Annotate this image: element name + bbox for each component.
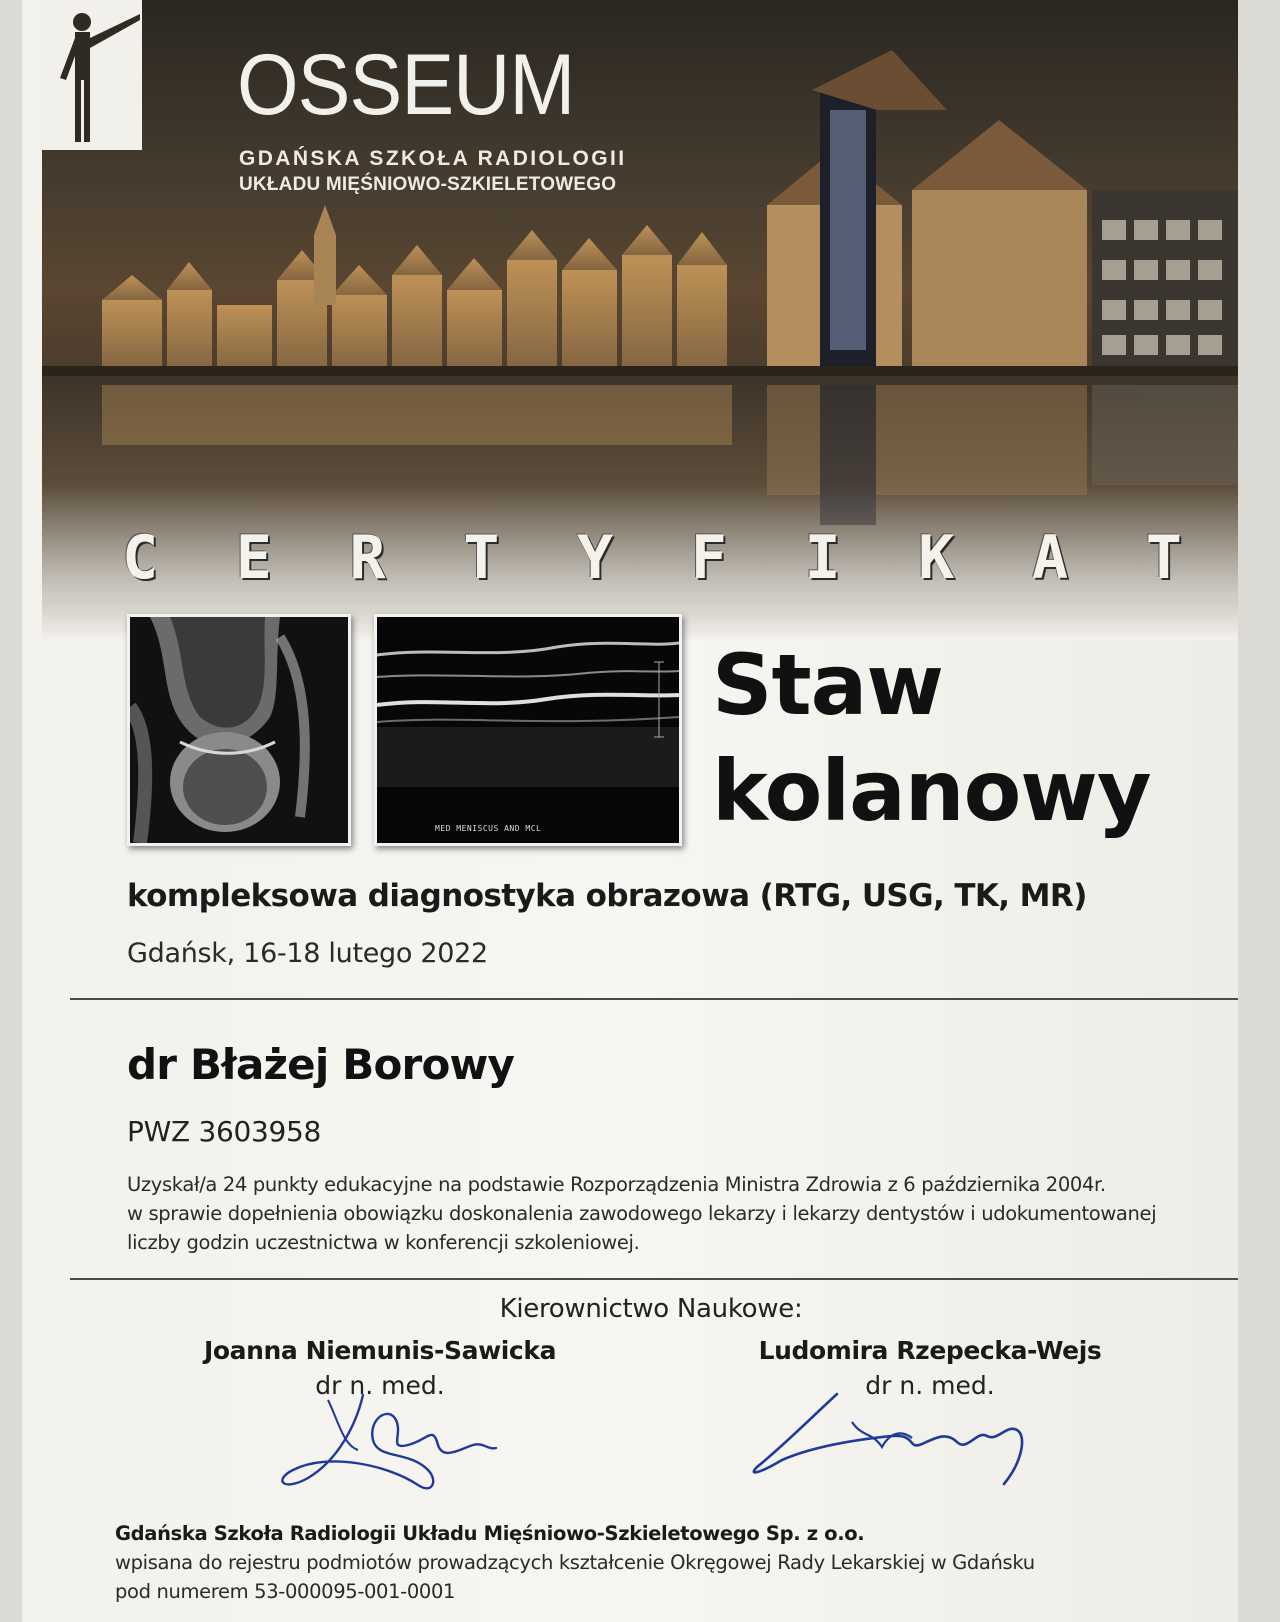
heading-letter: C [122, 523, 159, 593]
logo-subtitle-line2: UKŁADU MIĘŚNIOWO-SZKIELETOWEGO [239, 174, 617, 195]
ultrasound-scan-drawing [377, 617, 679, 843]
credit-statement [127, 1170, 1207, 1257]
human-skeleton-figure-icon [42, 0, 142, 150]
scientific-board-heading: Kierownictwo Naukowe: [499, 1294, 803, 1324]
knee-ultrasound-image [374, 614, 682, 846]
heading-letter: Y [577, 523, 614, 593]
certificate-heading [122, 523, 1182, 593]
mri-scan-drawing [130, 617, 348, 843]
course-subtitle: kompleksowa diagnostyka obrazowa (RTG, USG, TK, MR) [127, 878, 1087, 914]
signature-right-icon [742, 1392, 1042, 1502]
course-title-line1: Staw [712, 636, 943, 734]
divider [70, 998, 1238, 1000]
footer-registry: wpisana do rejestru podmiotów prowadzących kształcenie Okręgowej Rady Lekarskiej w Gdańsku [115, 1551, 1035, 1574]
divider [70, 1278, 1238, 1280]
heading-letter: A [1032, 523, 1069, 593]
heading-letter: I [804, 523, 841, 593]
statement-line: w sprawie dopełnienia obowiązku doskonalenia zawodowego lekarzy i lekarzy dentystów i udokumentowanej [127, 1202, 1157, 1225]
footer-company: Gdańska Szkoła Radiologii Układu Mięśniowo-Szkieletowego Sp. z o.o. [115, 1522, 865, 1545]
signer-title: dr n. med. [315, 1371, 445, 1400]
heading-letter: T [1145, 523, 1182, 593]
statement-line: Uzyskał/a 24 punkty edukacyjne na podstawie Rozporządzenia Ministra Zdrowia z 6 października 2004r. [127, 1173, 1106, 1196]
heading-letter: F [690, 523, 727, 593]
course-title [712, 632, 1151, 844]
signer-name: Ludomira Rzepecka-Wejs [758, 1336, 1102, 1365]
recipient-name: dr Błażej Borowy [127, 1040, 515, 1089]
logo-subtitle-line1: GDAŃSKA SZKOŁA RADIOLOGII [239, 147, 627, 170]
recipient-pwz-number: PWZ 3603958 [127, 1115, 322, 1148]
knee-mri-image [127, 614, 351, 846]
heading-letter: E [235, 523, 272, 593]
footer [115, 1519, 1035, 1606]
heading-letter: K [918, 523, 955, 593]
logo-wordmark: OSSEUM [237, 37, 575, 133]
signature-left-icon [268, 1390, 508, 1505]
statement-line: liczby godzin uczestnictwa w konferencji szkoleniowej. [127, 1231, 640, 1254]
ultrasound-caption: MED MENISCUS AND MCL [435, 824, 542, 833]
signer-title: dr n. med. [865, 1371, 995, 1400]
signer-right [720, 1336, 1140, 1400]
course-place-date: Gdańsk, 16-18 lutego 2022 [127, 938, 488, 969]
signer-name: Joanna Niemunis-Sawicka [203, 1336, 557, 1365]
course-title-line2: kolanowy [712, 742, 1151, 840]
heading-letter: T [463, 523, 500, 593]
heading-letter: R [349, 523, 386, 593]
footer-registry-number: pod numerem 53-000095-001-0001 [115, 1580, 456, 1603]
